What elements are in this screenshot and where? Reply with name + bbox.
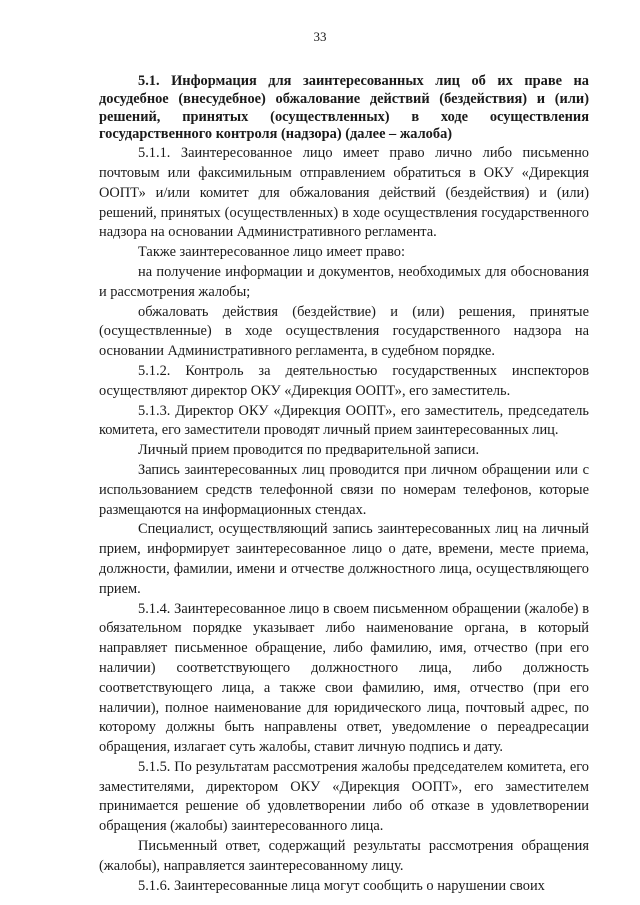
paragraph-rights-intro: Также заинтересованное лицо имеет право: — [138, 244, 405, 261]
paragraph-5-1-3: 5.1.3. Директор ОКУ «Дирекция ООПТ», его заместитель, председатель комитета, его заместители проводят личный прием заинтересованных лиц. — [99, 402, 589, 439]
page-number: 33 — [313, 29, 327, 44]
paragraph-registration: Запись заинтересованных лиц проводится при личном обращении или с использованием средств телефонной связи по номерам телефонов, которые размещаются на информационных стендах. — [99, 461, 589, 518]
paragraph-right-information: на получение информации и документов, необходимых для обоснования и рассмотрения жалобы; — [99, 263, 589, 300]
paragraph-specialist: Специалист, осуществляющий запись заинтересованных лиц на личный прием, информирует заинтересованное лицо о дате, времени, месте приема, должности, фамилии, имени и отчестве должностного лица, осуществляющего прием. — [99, 521, 589, 597]
section-heading: 5.1. Информация для заинтересованных лиц об их праве на досудебное (внесудебное) обжалование действий (бездействия) и (или) решений, принятых (осуществленных) в ходе осуществления государственного контроля (надзора) (далее – жалоба) — [99, 73, 589, 143]
paragraph-5-1-4: 5.1.4. Заинтересованное лицо в своем письменном обращении (жалобе) в обязательном порядке указывает либо наименование органа, в который направляет письменное обращение, либо фамилию, имя, отчество (при его наличии) соответствующего должностного лица, либо должность соответствующего лица, а также свои фамилию, имя, отчество (при его наличии), полное наименование для юридического лица, почтовый адрес, по которому должны быть направлены ответ, уведомление о переадресации обращения, излагает суть жалобы, ставит личную подпись и дату. — [99, 600, 589, 756]
paragraph-written-answer: Письменный ответ, содержащий результаты рассмотрения обращения (жалобы), направляется заинтересованному лицу. — [99, 838, 589, 874]
document-body — [99, 73, 589, 896]
paragraph-5-1-5: 5.1.5. По результатам рассмотрения жалобы председателем комитета, его заместителями, директором ОКУ «Дирекция ООПТ», его заместителем принимается решение об удовлетворении либо об отказе в удовлетворении обращения (жалобы) заинтересованного лица. — [99, 758, 589, 835]
paragraph-5-1-1: 5.1.1. Заинтересованное лицо имеет право лично либо письменно почтовым или факсимильным отправлением обратиться в ОКУ «Дирекция ООПТ» и/или комитет для обжалования действий (бездействия) и (или) решений, принятых (осуществленных) в ходе осуществления государственного надзора на основании Административного регламента. — [99, 145, 589, 241]
paragraph-5-1-6: 5.1.6. Заинтересованные лица могут сообщить о нарушении своих — [138, 877, 545, 894]
paragraph-appointment: Личный прием проводится по предварительной записи. — [138, 442, 480, 459]
paragraph-5-1-2: 5.1.2. Контроль за деятельностью государственных инспекторов осуществляют директор ОКУ «Дирекция ООПТ», его заместитель. — [99, 362, 589, 399]
paragraph-right-appeal: обжаловать действия (бездействие) и (или) решения, принятые (осуществленные) в ходе осуществления государственного надзора на основании Административного регламента, в судебном порядке. — [99, 303, 589, 360]
